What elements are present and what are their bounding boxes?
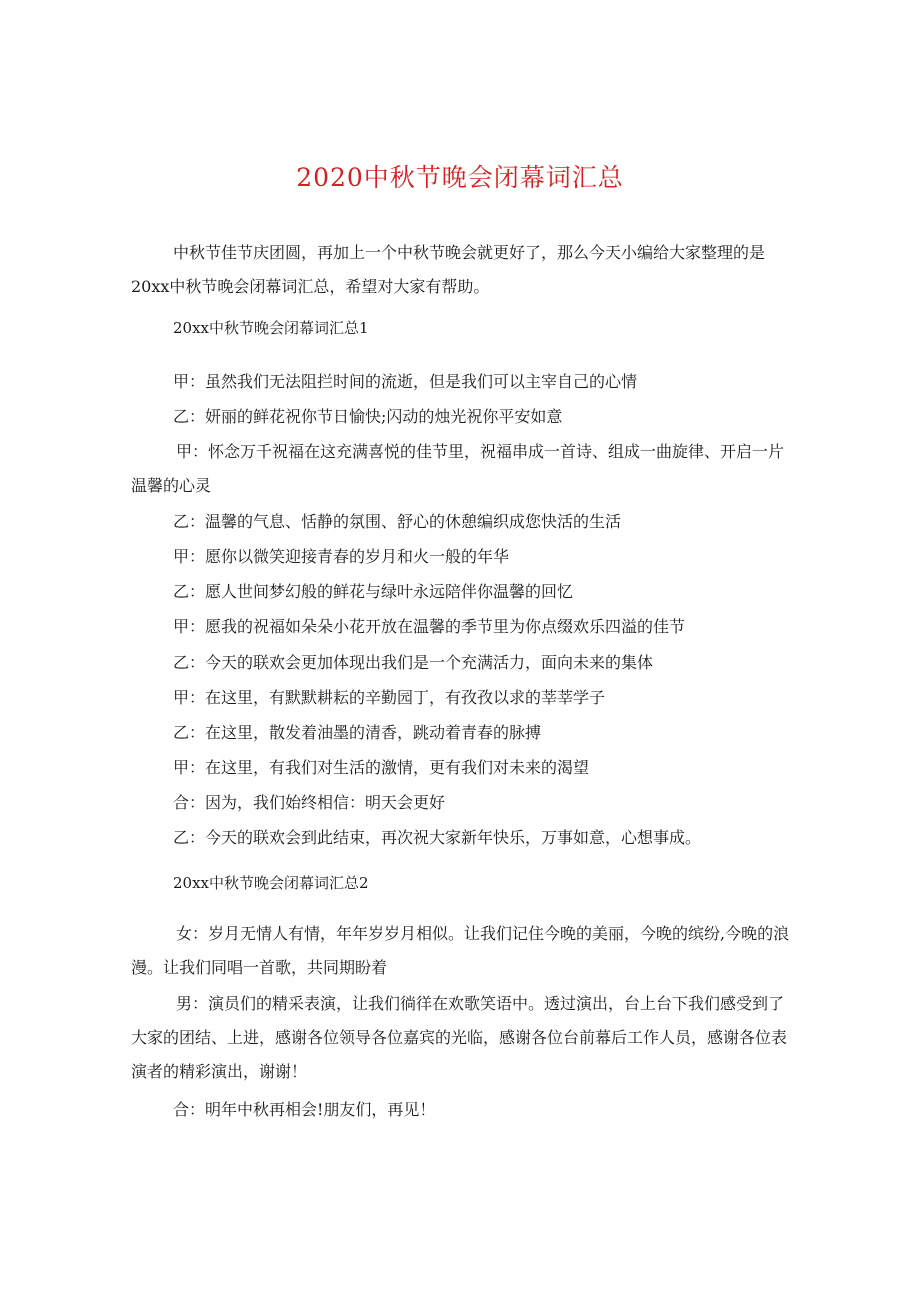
section-heading-1: 20xx中秋节晚会闭幕词汇总1: [173, 319, 369, 337]
dialogue-line: 甲：虽然我们无法阻拦时间的流逝，但是我们可以主宰自己的心情: [173, 372, 638, 391]
dialogue-line: 乙：温馨的气息、恬静的氛围、舒心的休憩编织成您快活的生活: [173, 512, 622, 531]
dialogue-line: 甲：愿你以微笑迎接青春的岁月和火一般的年华: [173, 547, 510, 566]
document-title: 2020中秋节晚会闭幕词汇总: [296, 163, 624, 192]
dialogue-line: 乙：在这里，散发着油墨的清香，跳动着青春的脉搏: [173, 723, 542, 742]
intro-paragraph: 中秋节佳节庆团圆，再加上一个中秋节晚会就更好了，那么今天小编给大家整理的是20xx中秋节晚会闭幕词汇总，希望对大家有帮助。: [131, 243, 766, 296]
dialogue-line: 乙：今天的联欢会到此结束，再次祝大家新年快乐，万事如意，心想事成。: [173, 828, 702, 847]
dialogue-line: 合：明年中秋再相会!朋友们，再见！: [173, 1100, 436, 1119]
dialogue-line: 男：演员们的精采表演，让我们徜徉在欢歌笑语中。透过演出，台上台下我们感受到了大家的团结、上进，感谢各位领导各位嘉宾的光临，感谢各位台前幕后工作人员，感谢各位表演者的精彩演出，谢谢！: [131, 994, 788, 1081]
dialogue-line: 乙：愿人世间梦幻般的鲜花与绿叶永远陪伴你温馨的回忆: [173, 582, 574, 601]
section-heading-2: 20xx中秋节晚会闭幕词汇总2: [173, 874, 369, 892]
dialogue-line: 合：因为，我们始终相信：明天会更好: [173, 793, 446, 812]
dialogue-line: 甲：在这里，有默默耕耘的辛勤园丁，有孜孜以求的莘莘学子: [173, 688, 606, 707]
dialogue-line: 甲：愿我的祝福如朵朵小花开放在温馨的季节里为你点缀欢乐四溢的佳节: [173, 617, 686, 636]
dialogue-line: 乙：妍丽的鲜花祝你节日愉快;闪动的烛光祝你平安如意: [173, 407, 563, 426]
dialogue-line: 甲：在这里，有我们对生活的激情，更有我们对未来的渴望: [173, 758, 590, 777]
dialogue-line: 甲：怀念万千祝福在这充满喜悦的佳节里，祝福串成一首诗、组成一曲旋律、开启一片温馨的心灵: [131, 442, 785, 495]
dialogue-line: 乙：今天的联欢会更加体现出我们是一个充满活力，面向未来的集体: [173, 653, 654, 672]
dialogue-line: 女：岁月无情人有情，年年岁岁月相似。让我们记住今晚的美丽，今晚的缤纷,今晚的浪漫。让我们同唱一首歌，共同期盼着: [131, 924, 790, 977]
